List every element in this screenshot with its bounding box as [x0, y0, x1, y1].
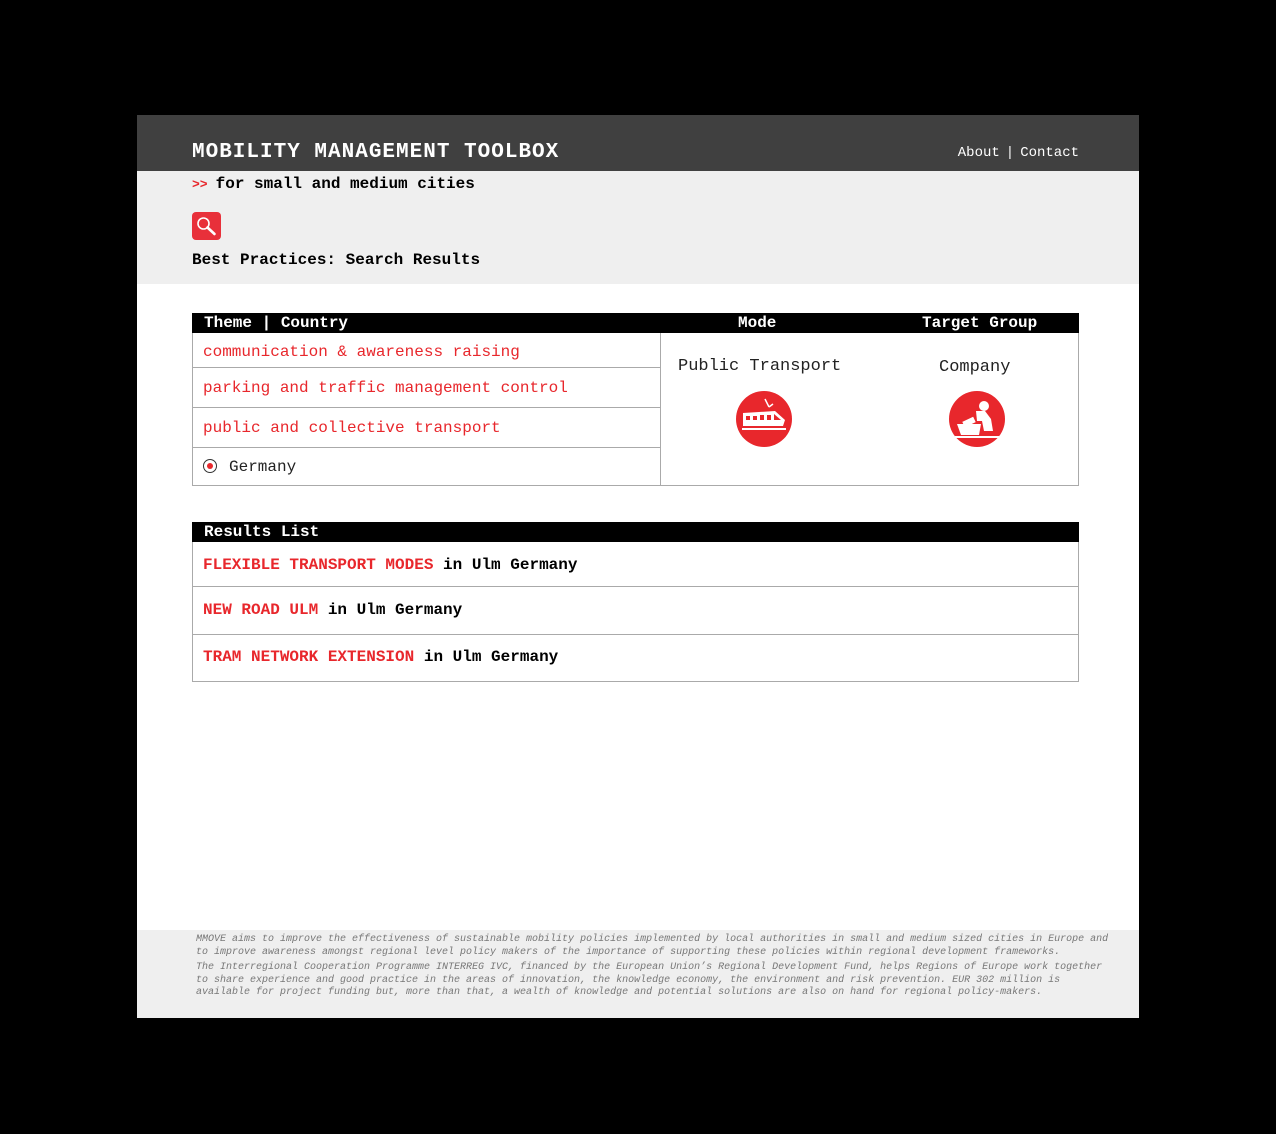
search-button[interactable] — [192, 212, 221, 240]
theme-country-column — [193, 333, 661, 485]
subheader — [137, 171, 1139, 284]
mode-header: Mode — [738, 314, 777, 332]
country-row — [193, 448, 660, 485]
theme-label[interactable]: communication & awareness raising — [203, 343, 520, 361]
top-nav — [958, 145, 1079, 161]
tagline — [192, 175, 475, 193]
theme-item[interactable] — [193, 333, 660, 368]
mode-label: Public Transport — [678, 357, 842, 376]
site-title: MOBILITY MANAGEMENT TOOLBOX — [192, 141, 560, 164]
results-header-label: Results List — [204, 523, 320, 541]
page-container — [137, 115, 1139, 1018]
result-row — [193, 635, 1078, 681]
filters-panel — [192, 333, 1079, 486]
target-group-label: Company — [939, 358, 1011, 377]
result-item — [203, 648, 558, 666]
result-row — [193, 587, 1078, 635]
about-link[interactable]: About — [957, 145, 1000, 161]
tram-icon[interactable] — [736, 391, 792, 447]
tagline-text: for small and medium cities — [215, 175, 475, 193]
results-header — [192, 522, 1079, 542]
result-link[interactable]: NEW ROAD ULM — [203, 601, 319, 619]
result-location: in Ulm Germany — [443, 556, 578, 574]
site-header — [137, 115, 1139, 171]
footer — [137, 930, 1139, 1018]
theme-label[interactable]: parking and traffic management control — [203, 379, 568, 397]
contact-link[interactable]: Contact — [1020, 145, 1079, 161]
result-link[interactable]: TRAM NETWORK EXTENSION — [203, 648, 415, 666]
country-label: Germany — [229, 458, 297, 476]
arrows-icon: >> — [192, 177, 208, 192]
theme-country-header: Theme | Country — [204, 314, 349, 332]
result-row — [193, 542, 1078, 587]
theme-item[interactable] — [193, 368, 660, 408]
footer-paragraph: The Interregional Cooperation Programme INTERREG IVC, financed by the European Union’s Regional Development Fund, helps Regions of Europe work together to share experience and good practice in the areas of innovation, the knowledge economy, the environment and risk prevention. EUR 302 million is available for project funding but, more than that, a wealth of knowledge and potential solutions are also on hand for regional policy-makers. — [196, 962, 1103, 999]
result-link[interactable]: FLEXIBLE TRANSPORT MODES — [203, 556, 434, 574]
theme-label[interactable]: public and collective transport — [203, 419, 501, 437]
page-heading: Best Practices: Search Results — [192, 251, 481, 269]
results-list — [192, 542, 1079, 682]
result-location: in Ulm Germany — [423, 648, 559, 666]
theme-item[interactable] — [193, 408, 660, 448]
footer-paragraph: MMOVE aims to improve the effectiveness of sustainable mobility policies implemented by local authorities in small and medium sized cities in Europe and to improve awareness amongst regional level policy makers of the importance of supporting these policies within regional development frameworks. — [196, 934, 1109, 958]
search-icon — [196, 216, 217, 236]
country-radio[interactable] — [203, 459, 217, 473]
result-item — [203, 556, 577, 574]
result-item — [203, 601, 462, 619]
nav-separator: | — [1005, 145, 1015, 161]
filters-header — [192, 313, 1079, 333]
result-location: in Ulm Germany — [327, 601, 463, 619]
company-icon[interactable] — [949, 391, 1005, 447]
target-group-header: Target Group — [922, 314, 1038, 332]
